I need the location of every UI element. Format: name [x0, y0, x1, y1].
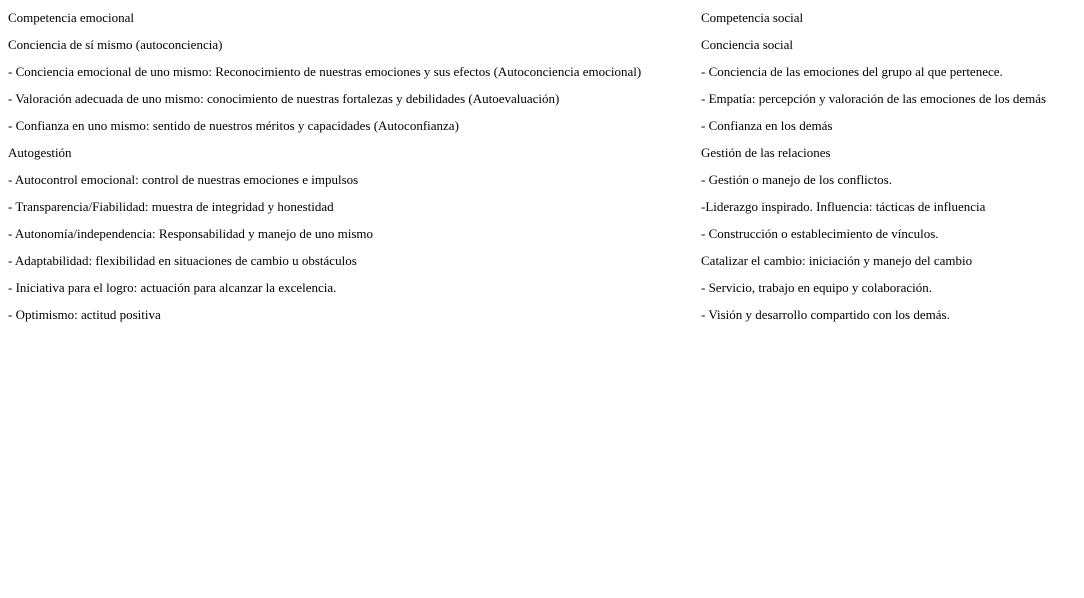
section-heading-self-awareness: Conciencia de sí mismo (autoconciencia) [8, 37, 223, 52]
table-cell: - Gestión o manejo de los conflictos. [701, 172, 892, 187]
table-cell: - Confianza en uno mismo: sentido de nuestros méritos y capacidades (Autoconfianza) [8, 118, 459, 133]
table-row [8, 31, 1046, 58]
table-row [8, 166, 1046, 193]
table-cell: - Servicio, trabajo en equipo y colaboración. [701, 280, 933, 295]
table-cell: - Confianza en los demás [701, 118, 833, 133]
table-cell: -Liderazgo inspirado. Influencia: tácticas de influencia [701, 199, 986, 214]
table-cell: - Autocontrol emocional: control de nuestras emociones e impulsos [8, 172, 359, 187]
table-row [8, 274, 1046, 301]
table-cell: - Conciencia de las emociones del grupo al que pertenece. [701, 64, 1003, 79]
table-cell: - Optimismo: actitud positiva [8, 307, 161, 322]
table-cell: - Empatía: percepción y valoración de las emociones de los demás [701, 91, 1047, 106]
table-cell: - Construcción o establecimiento de vínculos. [701, 226, 939, 241]
section-heading-social-awareness: Conciencia social [701, 37, 794, 52]
table-cell: Catalizar el cambio: iniciación y manejo del cambio [701, 253, 973, 268]
section-heading-self-management: Autogestión [8, 145, 72, 160]
table-cell: - Visión y desarrollo compartido con los demás. [701, 307, 950, 322]
table-cell: - Conciencia emocional de uno mismo: Reconocimiento de nuestras emociones y sus efectos (Autoconciencia emocional) [8, 64, 642, 79]
table-row [8, 58, 1046, 85]
table-row [8, 112, 1046, 139]
table-row [8, 4, 1046, 31]
table-row [8, 85, 1046, 112]
table-cell: - Transparencia/Fiabilidad: muestra de integridad y honestidad [8, 199, 334, 214]
table-row [8, 247, 1046, 274]
table-cell: - Iniciativa para el logro: actuación para alcanzar la excelencia. [8, 280, 337, 295]
table-cell: - Autonomía/independencia: Responsabilidad y manejo de uno mismo [8, 226, 374, 241]
section-heading-relationship-management: Gestión de las relaciones [701, 145, 831, 160]
table-row [8, 139, 1046, 166]
table-row [8, 301, 1046, 328]
table-row [8, 193, 1046, 220]
table-cell: - Adaptabilidad: flexibilidad en situaciones de cambio u obstáculos [8, 253, 357, 268]
column-heading-social-competence: Competencia social [701, 10, 804, 25]
table-row [8, 220, 1046, 247]
table-cell: - Valoración adecuada de uno mismo: conocimiento de nuestras fortalezas y debilidades (Autoevaluación) [8, 91, 560, 106]
column-heading-emotional-competence: Competencia emocional [8, 10, 134, 25]
competencies-table [6, 4, 1048, 328]
